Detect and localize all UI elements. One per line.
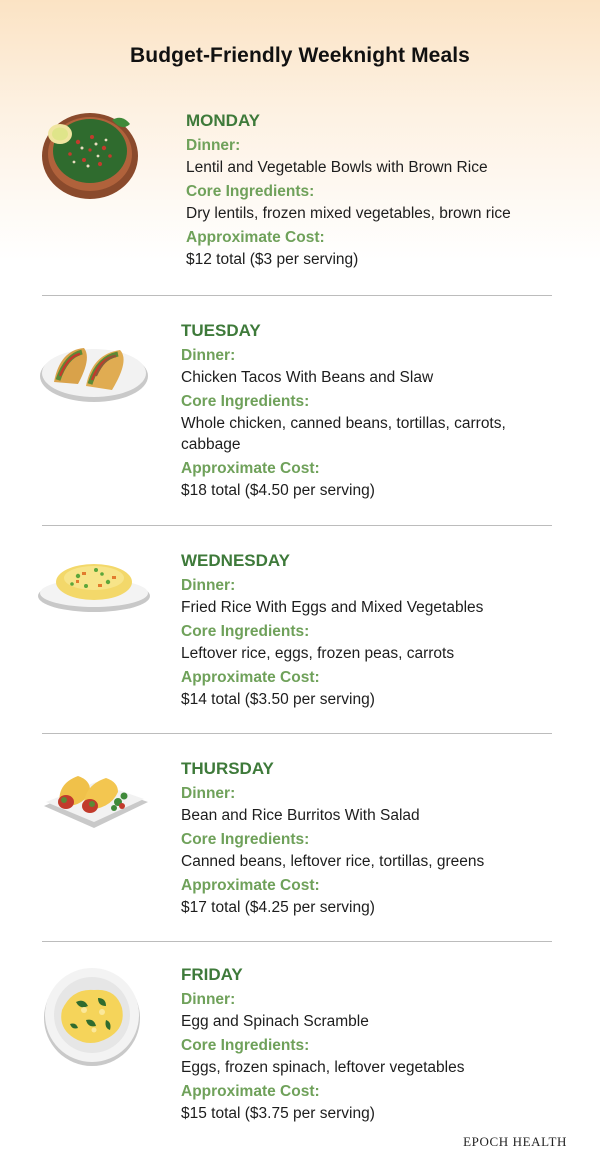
cost-label: Approximate Cost: [181,669,320,686]
lentil-bowl-icon [40,102,140,207]
dinner-label: Dinner: [186,137,241,154]
day-heading: MONDAY [186,111,260,130]
divider [42,295,552,296]
ingredients-label: Core Ingredients: [181,831,310,848]
egg-scramble-icon [40,964,144,1073]
day-heading: WEDNESDAY [181,551,290,570]
ingredients-label: Core Ingredients: [181,623,310,640]
ingredients-label: Core Ingredients: [181,1037,310,1054]
cost-label: Approximate Cost: [181,877,320,894]
dinner-value: Fried Rice With Eggs and Mixed Vegetables [181,599,484,616]
page-title: Budget-Friendly Weeknight Meals [130,44,470,67]
dinner-value: Bean and Rice Burritos With Salad [181,807,420,824]
ingredients-value: Canned beans, leftover rice, tortillas, greens [181,853,485,870]
ingredients-value: Eggs, frozen spinach, leftover vegetables [181,1059,465,1076]
cost-value: $18 total ($4.50 per serving) [181,482,375,499]
day-heading: TUESDAY [181,321,261,340]
dinner-label: Dinner: [181,991,236,1008]
day-heading: THURSDAY [181,759,274,778]
divider [42,733,552,734]
dinner-value: Lentil and Vegetable Bowls with Brown Rice [186,159,488,176]
fried-rice-icon [36,554,152,621]
dinner-value: Egg and Spinach Scramble [181,1013,369,1030]
divider [42,525,552,526]
cost-value: $17 total ($4.25 per serving) [181,899,375,916]
ingredients-value: Dry lentils, frozen mixed vegetables, brown rice [186,205,511,222]
ingredients-label: Core Ingredients: [186,183,315,200]
divider [42,941,552,942]
cost-label: Approximate Cost: [186,229,325,246]
burritos-icon [38,762,152,843]
ingredients-value: Leftover rice, eggs, frozen peas, carrots [181,645,455,662]
dinner-label: Dinner: [181,577,236,594]
brand-logo: EPOCH HEALTH [463,1134,567,1149]
dinner-value: Chicken Tacos With Beans and Slaw [181,369,434,386]
tacos-icon [38,330,150,415]
ingredients-value: Whole chicken, canned beans, tortillas, carrots, cabbage [181,415,506,453]
dinner-label: Dinner: [181,785,236,802]
ingredients-label: Core Ingredients: [181,393,310,410]
day-heading: FRIDAY [181,965,243,984]
dinner-label: Dinner: [181,347,236,364]
cost-label: Approximate Cost: [181,1083,320,1100]
cost-value: $14 total ($3.50 per serving) [181,691,375,708]
cost-value: $15 total ($3.75 per serving) [181,1105,375,1122]
cost-label: Approximate Cost: [181,460,320,477]
cost-value: $12 total ($3 per serving) [186,251,359,268]
